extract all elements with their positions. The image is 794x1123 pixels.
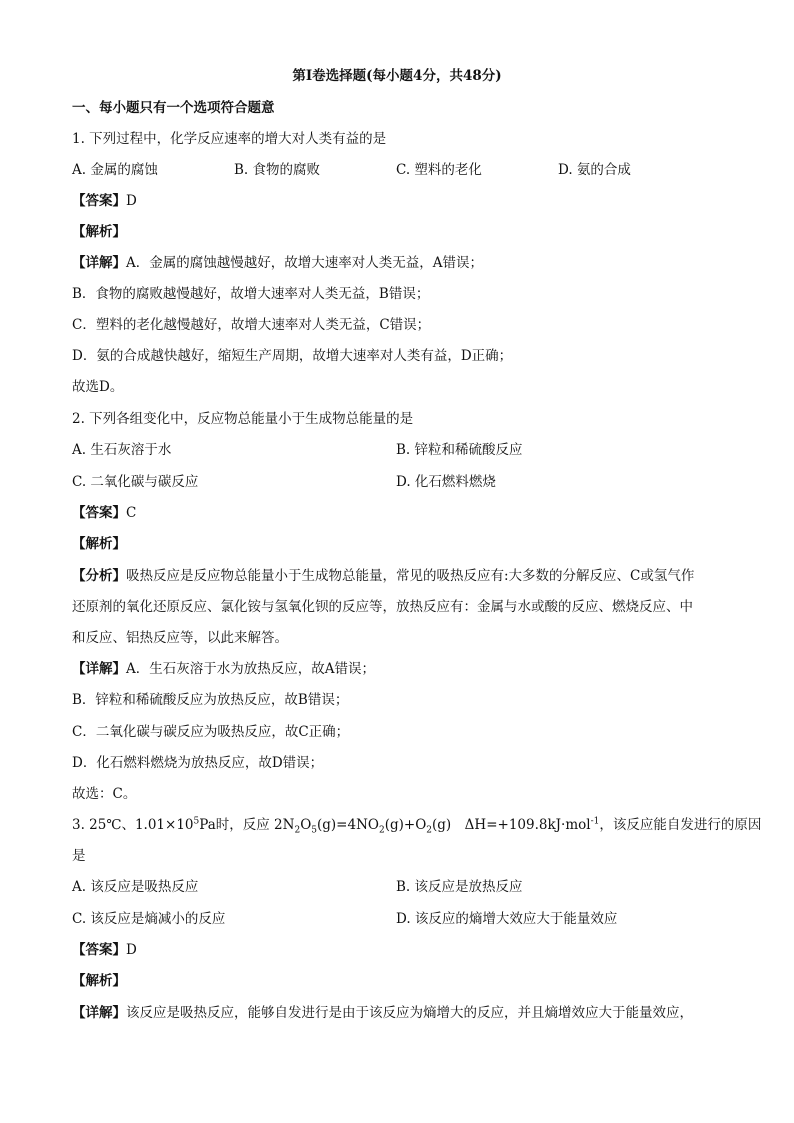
q1-options [72,160,722,180]
q3-answer-value: D [126,942,137,958]
q2-detail-d: D．化石燃料燃烧为放热反应，故D错误； [72,755,324,771]
q2-detail-b: B．锌粒和稀硫酸反应为放热反应，故B错误； [72,692,349,708]
q2-analysis-tag: 【解析】 [72,536,126,552]
q1-answer-value: D [126,193,137,209]
q2-fenxi-2: 还原剂的氧化还原反应、氯化铵与氢氧化钡的反应等，放热反应有：金属与水或酸的反应、燃烧反应、中 [72,599,693,615]
q1-analysis-tag: 【解析】 [72,224,126,240]
q2-fenxi-3: 和反应、铝热反应等，以此来解答。 [72,630,288,646]
q1-answer [72,191,722,211]
q3-stem-line1: 3. 25℃、$1.01\times 10^5Pa$时，反应 $2N_2O_5(g)=4NO_2(g)+O_2(g)$ ΔH=+109.8kJ·mol$^{-1}$，该反应能自发进行的原因 [72,816,762,836]
q1-option-a: A. 金属的腐蚀 [72,162,158,178]
q1-option-c: C. 塑料的老化 [396,162,482,178]
answer-tag: 【答案】 [72,942,126,958]
answer-tag: 【答案】 [72,193,126,209]
detail-tag: 【详解】 [72,661,126,677]
q2-fenxi-line1 [72,566,722,586]
q3-option-a: A. 该反应是吸热反应 [72,879,199,895]
q2-option-b: B. 锌粒和稀硫酸反应 [396,442,523,458]
q1-detail-c: C．塑料的老化越慢越好，故增大速率对人类无益，C错误； [72,317,431,333]
q2-option-a: A. 生石灰溶于水 [72,442,172,458]
q2-fenxi-1: 吸热反应是反应物总能量小于生成物总能量，常见的吸热反应有:大多数的分解反应、C或氢气作 [126,568,695,584]
q1-option-b: B. 食物的腐败 [234,162,321,178]
detail-tag: 【详解】 [72,255,126,271]
q2-detail-a: A．生石灰溶于水为放热反应，故A错误； [126,661,375,677]
q2-detail-c: C．二氧化碳与碳反应为吸热反应，故C正确； [72,724,350,740]
q2-options-row2 [72,472,722,492]
section-heading: 一、每小题只有一个选项符合题意 [72,100,275,116]
q2-options-row1 [72,440,722,460]
q2-answer [72,503,722,523]
q3-option-c: C. 该反应是熵减小的反应 [72,911,226,927]
q1-option-d: D. 氨的合成 [558,162,631,178]
q2-stem: 2. 下列各组变化中，反应物总能量小于生成物总能量的是 [72,411,414,427]
detail-tag: 【详解】 [72,1005,126,1021]
q1-detail-a: A．金属的腐蚀越慢越好，故增大速率对人类无益，A错误； [126,255,483,271]
q1-detail-d: D．氨的合成越快越好，缩短生产周期，故增大速率对人类有益，D正确； [72,348,513,364]
q3-answer [72,940,722,960]
q2-option-d: D. 化石燃料燃烧 [396,474,496,490]
q1-detail-line [72,253,722,273]
fenxi-tag: 【分析】 [72,568,126,584]
q3-option-b: B. 该反应是放热反应 [396,879,523,895]
q3-options-row2 [72,909,722,929]
page-title: 第Ⅰ卷选择题(每小题4分，共48分) [292,68,502,84]
q3-stem-line2: 是 [72,848,86,864]
q1-stem: 1. 下列过程中，化学反应速率的增大对人类有益的是 [72,131,387,147]
q3-options-row1 [72,877,722,897]
q3-analysis-tag: 【解析】 [72,973,126,989]
q3-option-d: D. 该反应的熵增大效应大于能量效应 [396,911,618,927]
q2-detail-line [72,659,722,679]
answer-tag: 【答案】 [72,505,126,521]
q2-conclusion: 故选：C。 [72,786,137,802]
q1-conclusion: 故选D。 [72,379,124,395]
q2-option-c: C. 二氧化碳与碳反应 [72,474,199,490]
q2-answer-value: C [126,505,137,521]
q1-detail-b: B．食物的腐败越慢越好，故增大速率对人类无益，B错误； [72,286,430,302]
q3-detail: 该反应是吸热反应，能够自发进行是由于该反应为熵增大的反应，并且熵增效应大于能量效应， [126,1005,693,1021]
q3-detail-line [72,1003,722,1023]
